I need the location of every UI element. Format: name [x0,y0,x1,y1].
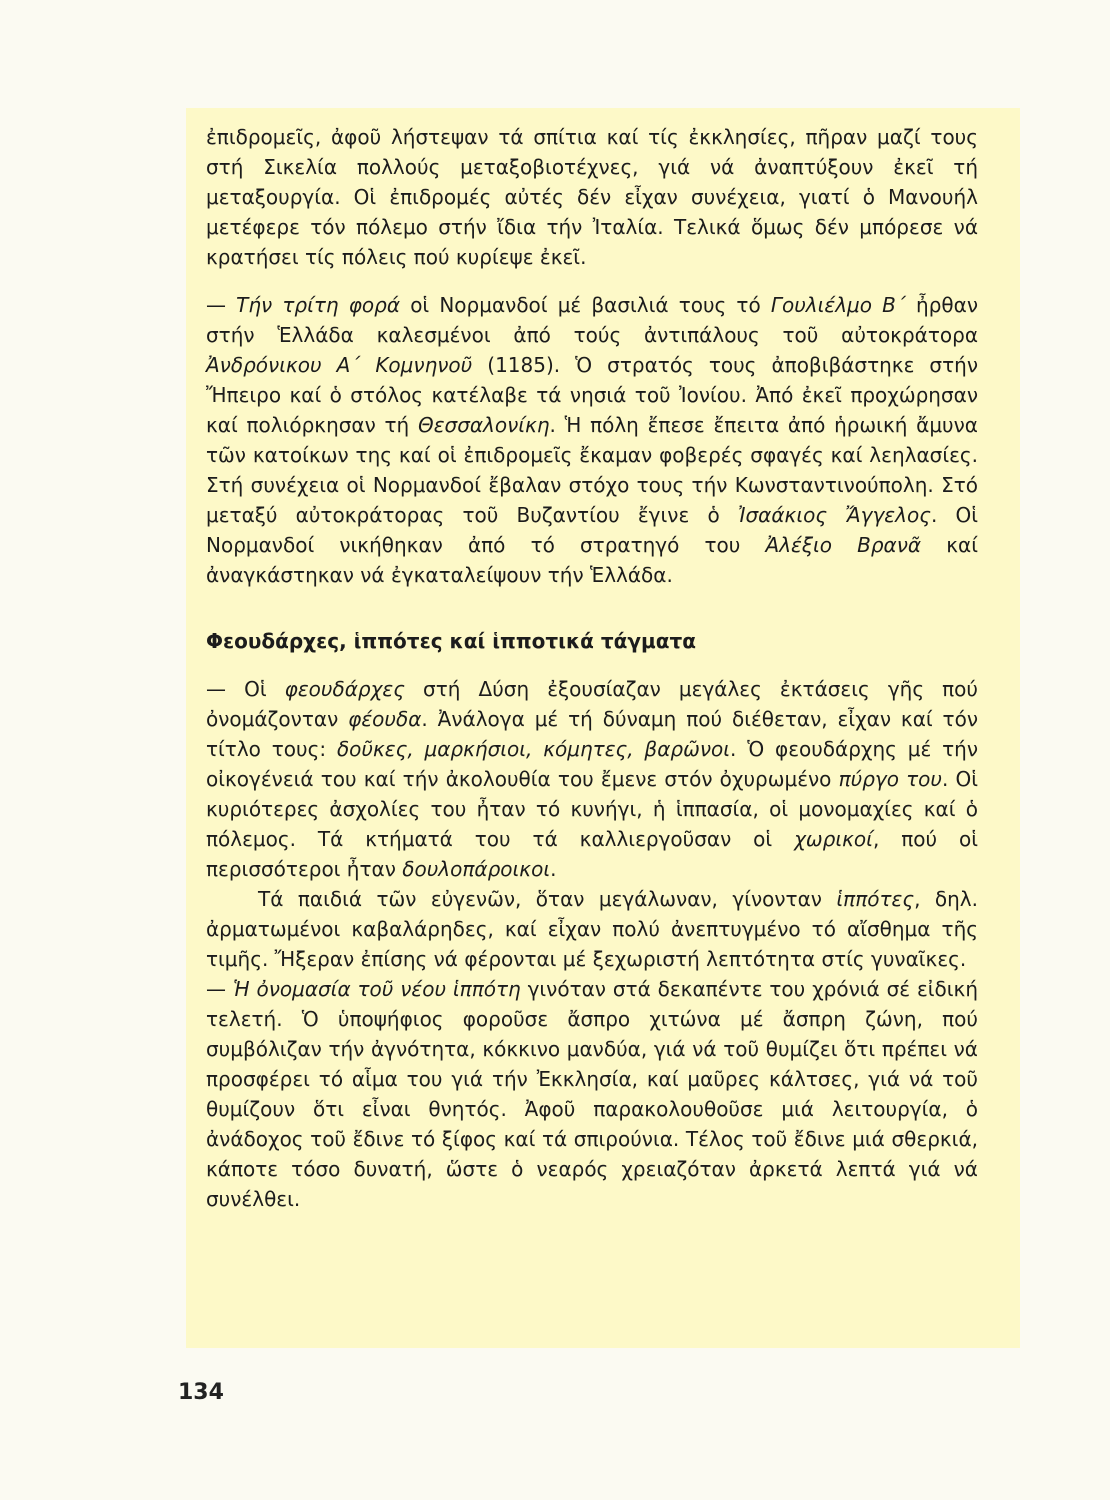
paragraph-knighting-ceremony: — Ἡ ὀνομασία τοῦ νέου ἱππότη γινόταν στά δεκαπέντε του χρόνιά σέ εἰδική τελετή. Ὁ ὑποψήφιος φοροῦσε ἄσπρο χιτώνα μέ ἄσπρη ζώνη, πού συμβόλιζαν τήν ἀγνότητα, κόκκινο μανδύα, γιά νά τοῦ θυμίζει ὅτι πρέπει νά προσφέρει τό αἷμα του γιά τήν Ἐκκλησία, καί μαῦρες κάλτσες, γιά νά τοῦ θυμίζουν ὅτι εἶναι θνητός. Ἀφοῦ παρακολουθοῦσε μιά λειτουργία, ὁ ἀνάδοχος τοῦ ἔδινε τό ξίφος καί τά σπιρούνια. Τέλος τοῦ ἔδινε μιά σθερκιά, κάποτε τόσο δυνατή, ὥστε ὁ νεαρός χρειαζόταν ἀρκετά λεπτά γιά νά συνέλθει. [206,977,978,1211]
paragraph-normans-third-time: — Τήν τρίτη φορά οἱ Νορμανδοί μέ βασιλιά τους τό Γουλιέλμο Β΄ ἦρθαν στήν Ἑλλάδα καλεσμένοι ἀπό τούς ἀντιπάλους τοῦ αὐτοκράτορα Ἀνδρόνικου Α΄ Κομνηνοῦ (1185). Ὁ στρατός τους ἀποβιβάστηκε στήν Ἤπειρο καί ὁ στόλος κατέλαβε τά νησιά τοῦ Ἰονίου. Ἀπό ἐκεῖ προχώρησαν καί πολιόρκησαν τή Θεσσαλονίκη. Ἡ πόλη ἔπεσε ἔπειτα ἀπό ἡρωική ἄμυνα τῶν κατοίκων της καί οἱ ἐπιδρομεῖς ἔκαμαν φοβερές σφαγές καί λεηλασίες. Στή συνέχεια οἱ Νορμανδοί ἔβαλαν στόχο τους τήν Κωνσταντινούπολη. Στό μεταξύ αὐτοκράτορας τοῦ Βυζαντίου ἔγινε ὁ Ἰσαάκιος Ἄγγελος. Οἱ Νορμανδοί νικήθηκαν ἀπό τό στρατηγό του Ἀλέξιο Βρανᾶ καί ἀναγκάστηκαν νά ἐγκαταλείψουν τήν Ἑλλάδα. [206,293,978,587]
paragraph-feudal-lords: — Οἱ φεουδάρχες στή Δύση ἐξουσίαζαν μεγάλες ἐκτάσεις γῆς πού ὀνομάζονταν φέουδα. Ἀνάλογα μέ τή δύναμη πού διέθεταν, εἶχαν καί τόν τίτλο τους: δοῦκες, μαρκήσιοι, κόμητες, βαρῶνοι. Ὁ φεουδάρχης μέ τήν οἰκογένειά του καί τήν ἀκολουθία του ἔμενε στόν ὀχυρωμένο πύργο του. Οἱ κυριότερες ἀσχολίες του ἦταν τό κυνήγι, ἡ ἱππασία, οἱ μονομαχίες καί ὁ πόλεμος. Τά κτήματά του τά καλλιεργοῦσαν οἱ χωρικοί, πού οἱ περισσότεροι ἦταν δουλοπάροικοι. [206,677,978,881]
page-text [206,122,978,1214]
page-number: 134 [178,1380,224,1405]
paragraph-knights: Τά παιδιά τῶν εὐγενῶν, ὅταν μεγάλωναν, γίνονταν ἱππότες, δηλ. ἀρματωμένοι καβαλάρηδες, καί εἶχαν πολύ ἀνεπτυγμένο τό αἴσθημα τῆς τιμῆς. Ἤξεραν ἐπίσης νά φέρονται μέ ξεχωριστή λεπτότητα στίς γυναῖκες. [206,887,978,971]
section-heading: Φεουδάρχες, ἱππότες καί ἱπποτικά τάγματα [206,629,696,653]
paragraph-normans-second-raid: ἐπιδρομεῖς, ἀφοῦ λήστεψαν τά σπίτια καί τίς ἐκκλησίες, πῆραν μαζί τους στή Σικελία πολλούς μεταξοβιοτέχνες, γιά νά ἀναπτύξουν ἐκεῖ τή μεταξουργία. Οἱ ἐπιδρομές αὐτές δέν εἶχαν συνέχεια, γιατί ὁ Μανουήλ μετέφερε τόν πόλεμο στήν ἴδια τήν Ἰταλία. Τελικά ὅμως δέν μπόρεσε νά κρατήσει τίς πόλεις πού κυρίεψε ἐκεῖ. [206,125,978,269]
